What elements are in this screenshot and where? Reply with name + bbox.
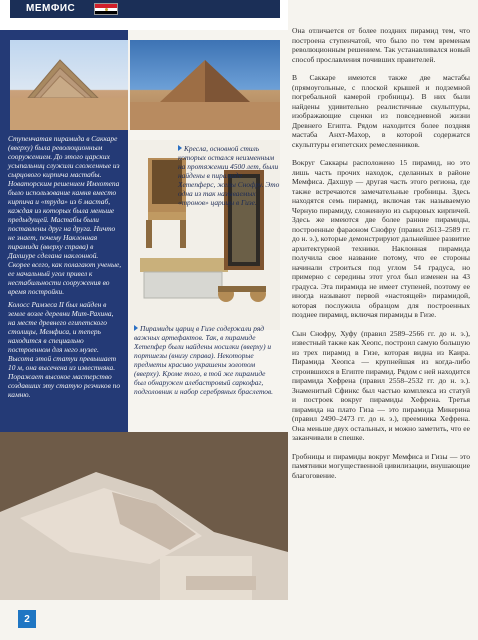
section-title: МЕМФИС [26,3,76,14]
step-pyramid-image [10,40,128,130]
chairs-caption: Кресла, основной стиль которых остался неизменным на протяжении 4500 лет, были найдены в пирамиде Хетепферс, жены Снофру. Это одна из так называемых «тронов» царицы в Гизе. [178,144,280,207]
paragraph: В Саккаре имеются также две мастабы (прямоугольные, с плоской крышей и подземной погребальной камерой гробницы). В них были найдены удивительно реалистичные скульптуры, изображающие сценки из повседневной жизни Древнего Египта. Рядом находится более поздняя мастаба Анхт-Махор, в которой содержатся скульптуры египетских ремесленников. [292,73,470,149]
header-bar [10,0,280,18]
caption-arrow-icon [134,325,138,331]
step-pyramid-caption: Ступенчатая пирамида в Саккаре (вверху) была революционным сооружением. До этого царских усыпальниц служили сложенные из сырцового кирпича мастабы. Новаторским решением Имхотепа было использование камня вместо кирпича и «труда» из 6 мастаб, каждая из которых была меньше предыдущей. Мастабы были поставлены друг на друга. Ничто не знает, почему Наклонная пирамида (вверху справа) в Дахшуре сделана наклонной. Скорее всего, как полагают ученые, ее начальный угол привел к нестабильности сооружения во время постройки. [8,134,122,296]
paragraph: Вокруг Саккары расположено 15 пирамид, но это лишь часть прочих находок, сделанных в районе Мемфиса. Дахшур — другая часть этого региона, где также встречаются замечательные гробницы. Здесь находятся семь пирамид, включая так называемую Черную пирамиду, сложенную из сырцовых кирпичей. Здесь же имеются две более ранние пирамиды, построенные фараоном Снофру (правил 2613–2589 гг. до н. э.), которые демонстрируют дальнейшее развитие архитектурной техники. Наклонная пирамида получила свое название потому, что ее стороны начинали строиться под углом 54 градуса, но примерно с середины этот угол был изменен на 43 градуса. Эта пирамида не имеет ступеней, поэтому ее иногда называют первой «настоящей» пирамидой, которая послужила образцом для построенных позднее пирамид, включая пирамиды в Гизе. [292,158,470,319]
paragraph: Гробницы и пирамиды вокруг Мемфиса и Гизы — это памятники могущественной цивилизации, внушающие благоговение. [292,451,470,480]
ramses-caption: Колосс Рамзеса II был найден в земле возле деревни Мит-Рахина, на месте древнего египетского столицы, Мемфиса, и теперь находится в специально построенном для него музее. Высота этой статуи превышает 10 м, она высечена из известняка. Поражает высокое мастерство создавших эту статую резчиков по камню. [8,300,121,399]
header [0,0,288,30]
caption-arrow-icon [178,145,182,151]
page-number: 2 [18,610,36,628]
paragraph: Она отличается от более поздних пирамид тем, что построена ступенчатой, что было по тем временам революционным решением. Так устанавливался новый способ прославления почивших правителей. [292,26,470,64]
paragraph: Сын Снофру, Хуфу (правил 2589–2566 гг. до н. э.), известный также как Хеопс, построил самую большую из трех пирамид в Гизе, которая видна из Каира. Пирамида Хеопса — крупнейшая из когда-либо строившихся в Египте пирамид. Рядом с ней находится пирамида Хефрена (правил 2558–2532 гг. до н. э.). Знаменитый Сфинкс был частью комплекса из статуй и построек вокруг пирамиды Хефрена. Третья пирамида на плато Гиза — это пирамида Микерина (правил 2490–2473 гг. до н. э.), преемника Хефрена. Она меньше двух остальных, и можно заметить, что ее заканчивали в спешке. [292,328,470,442]
ramses-colossus-image [0,432,288,600]
egypt-flag-icon [94,3,118,15]
bent-pyramid-image [130,40,280,130]
giza-caption: Пирамиды цариц в Гизе содержали ряд важных артефактов. Так, в пирамиде Хетепфер были найдены носилки (вверху) и портшезы (внизу справа). Некоторые предметы красиво украшены золотом (вверху). Кроме того, в той же пирамиде был обнаружен алебастровый саркофаг, подголовник и набор серебряных браслетов. [134,324,274,396]
main-text-column [292,26,470,489]
